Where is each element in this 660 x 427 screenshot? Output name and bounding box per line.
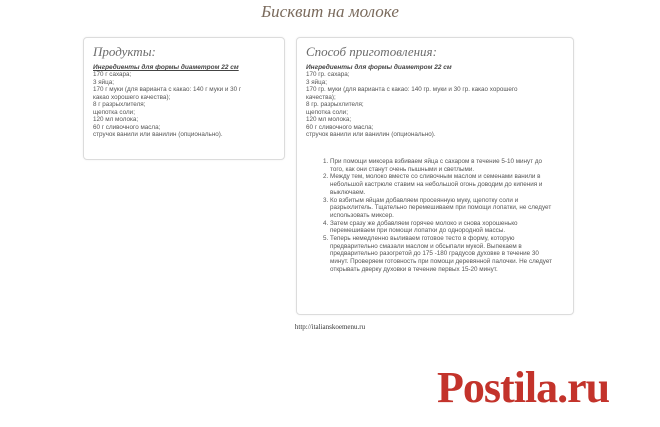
method-heading: Способ приготовления: xyxy=(306,44,437,59)
list-item: 3 яйца; xyxy=(306,78,328,86)
logo-text: Postila.ru xyxy=(437,362,610,412)
list-item: щепотка соли; xyxy=(93,108,135,116)
list-item: 3 яйца; xyxy=(93,78,115,86)
list-item: 8 г разрыхлителя; xyxy=(93,101,146,108)
step-item: 3. Ко взбитым яйцам добавляем просеянную муку, щепотку соли и разрыхлитель. Тщательно перемешиваем при помощи лопатки, не следует использовать миксер. xyxy=(330,197,555,220)
step-item: 1. При помощи миксера взбиваем яйца с сахаром в течение 5-10 минут до того, как они станут очень пышными и светлыми. xyxy=(330,158,555,173)
step-item: 5. Теперь немедленно выливаем готовое тесто в форму, которую предварительно смазали маслом и обсыпали мукой. Выпекаем в предварительно разогретой до 175 -180 градусов духовке в течение 30 минут. Проверяем готовность при помощи деревянной палочки. Не следует открывать дверку духовки в течение первых 15-20 минут. xyxy=(330,235,555,274)
list-item: 60 г сливочного масла; xyxy=(306,123,374,131)
method-subheading: Ингредиенты для формы диаметром 22 см xyxy=(306,64,452,71)
step-item: 4. Затем сразу же добавляем горячее молоко и снова хорошенько перемешиваем при помощи лопатки до однородной массы. xyxy=(330,220,555,235)
method-steps xyxy=(297,158,555,274)
list-item: 120 мл молока; xyxy=(306,116,352,123)
method-card xyxy=(296,37,574,315)
ingredients-card xyxy=(83,37,285,160)
ingredients-subheading: Ингредиенты для формы диаметром 22 см xyxy=(93,64,239,71)
list-item: стручок ванили или ванилин (опционально). xyxy=(93,131,223,138)
page-title: Бисквит на молоке xyxy=(261,2,399,21)
list-item: 8 гр. разрыхлителя; xyxy=(306,101,364,108)
postila-logo xyxy=(437,362,610,412)
list-item: 170 г сахара; xyxy=(93,71,132,78)
step-item: 2. Между тем, молоко вместе со сливочным маслом и семенами ванили в небольшой кастрюле ставим на небольшой огонь доводим до кипения и выключаем. xyxy=(330,173,555,196)
list-item: 170 гр. сахара; xyxy=(306,71,350,78)
method-ingredients-list xyxy=(297,71,546,139)
list-item: стручок ванили или ванилин (опционально). xyxy=(306,131,436,138)
ingredients-list xyxy=(84,71,258,139)
list-item: 120 мл молока; xyxy=(93,116,139,123)
ingredients-heading: Продукты: xyxy=(93,44,156,59)
list-item: щепотка соли; xyxy=(306,108,348,116)
list-item: 170 гр. муки (для варианта с какао: 140 гр. муки и 30 гр. какао хорошего качества); xyxy=(306,86,518,101)
list-item: 60 г сливочного масла; xyxy=(93,123,161,131)
list-item: 170 г муки (для варианта с какао: 140 г муки и 30 г какао хорошего качества); xyxy=(93,86,242,101)
source-link[interactable]: http://italianskoemenu.ru xyxy=(294,323,366,331)
